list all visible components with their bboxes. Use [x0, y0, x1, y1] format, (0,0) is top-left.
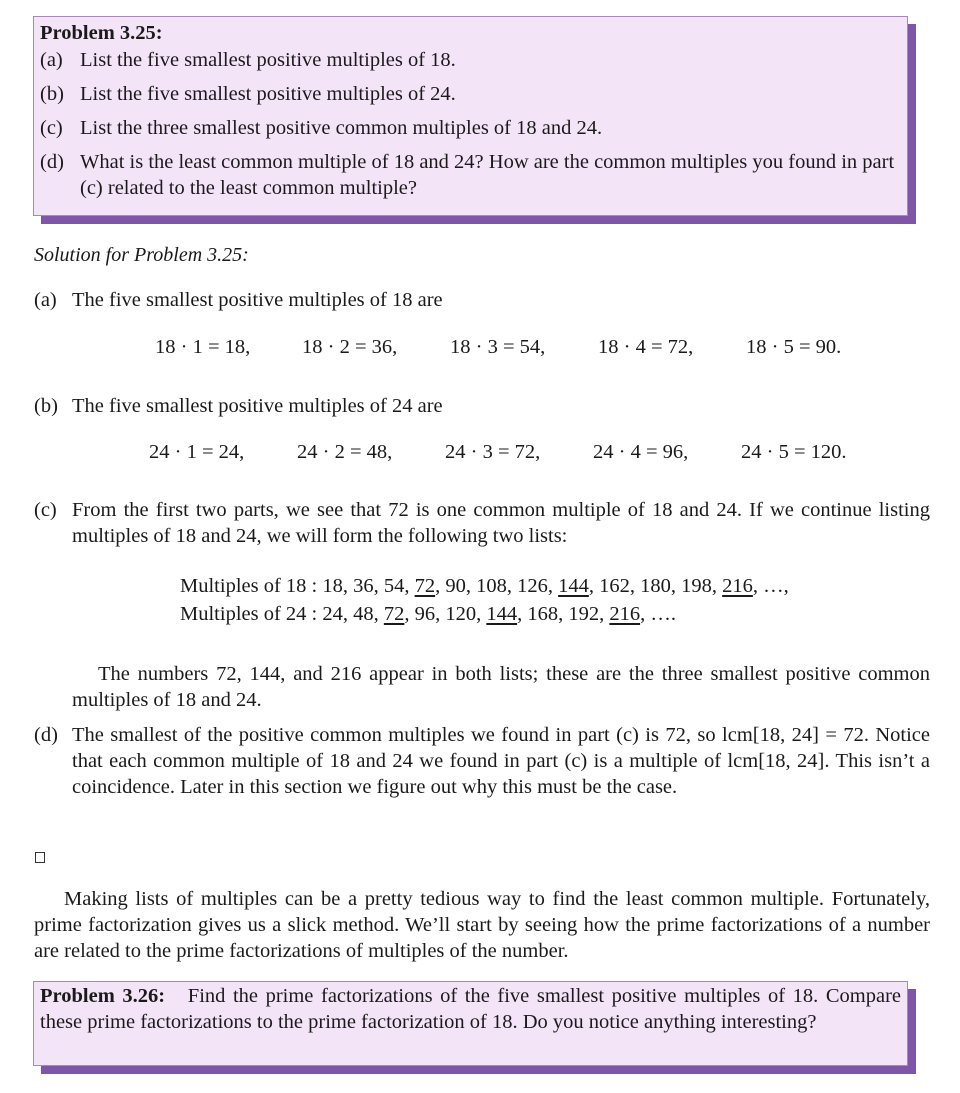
list-label: Multiples of 24 : — [180, 603, 318, 625]
problem-3-25-box — [33, 16, 908, 216]
part-text: List the five smallest positive multiples of 24. — [80, 83, 456, 105]
multiple-value: 216 — [722, 575, 753, 597]
part-text: From the first two parts, we see that 72 is one common multiple of 18 and 24. If we continue listing multiples of 18 and 24, we will form the following two lists: — [72, 499, 930, 547]
part-text: List the three smallest positive common multiples of 18 and 24. — [80, 117, 603, 139]
problem-title: Problem 3.26: — [40, 985, 166, 1007]
multiple-value: 24 — [322, 603, 343, 625]
equations-24 — [149, 441, 847, 464]
equation: 24 · 2 = 48, — [297, 441, 393, 463]
problem-part-a — [40, 47, 901, 73]
part-text: List the five smallest positive multiples of 18. — [80, 49, 456, 71]
problem-part-b — [40, 81, 901, 107]
part-label: (d) — [40, 151, 64, 173]
multiple-value: 168 — [527, 603, 559, 625]
multiples-of-18-row — [180, 572, 789, 600]
list-ellipsis: …. — [650, 603, 676, 625]
multiple-value: 120 — [445, 603, 477, 625]
equations-18 — [155, 336, 841, 359]
multiple-value: 36 — [353, 575, 374, 597]
problem-3-26-box — [33, 981, 908, 1066]
problem-part-d — [40, 149, 901, 201]
multiple-value: 192 — [568, 603, 600, 625]
multiple-value: 108 — [476, 575, 507, 597]
solution-part-b — [34, 393, 930, 419]
multiple-value: 48 — [353, 603, 374, 625]
list-values: 24, 48, 72, 96, 120, 144, 168, 192, 216, …. — [322, 603, 676, 625]
list-ellipsis: …, — [763, 575, 789, 597]
multiple-value: 180 — [640, 575, 671, 597]
equation: 18 · 1 = 18, — [155, 336, 251, 358]
equation: 18 · 3 = 54, — [450, 336, 546, 358]
part-text: The five smallest positive multiples of 24 are — [72, 395, 443, 417]
multiple-value: 72 — [383, 603, 405, 625]
solution-part-c — [34, 497, 930, 549]
equation: 18 · 2 = 36, — [302, 336, 398, 358]
multiple-value: 144 — [486, 603, 518, 625]
qed-square-icon — [35, 852, 45, 863]
solution-part-a — [34, 287, 930, 313]
part-label: (b) — [34, 395, 58, 417]
multiple-value: 72 — [414, 575, 436, 597]
part-label: (c) — [34, 499, 57, 521]
equation: 18 · 5 = 90. — [746, 336, 842, 358]
part-label: (d) — [34, 724, 58, 746]
conclusion-text: The numbers 72, 144, and 216 appear in both lists; these are the three smallest positive common multiples of 18 and 24. — [72, 663, 930, 711]
problem-text: Find the prime factorizations of the five smallest positive multiples of 18. Compare these prime factorizations to the prime factorization of 18. Do you notice anything interesting? — [40, 985, 901, 1033]
equation: 24 · 4 = 96, — [593, 441, 689, 463]
equation: 24 · 5 = 120. — [741, 441, 847, 463]
equation: 24 · 3 = 72, — [445, 441, 541, 463]
multiple-value: 126 — [517, 575, 548, 597]
part-label: (c) — [40, 117, 63, 139]
solution-title: Solution for Problem 3.25: — [34, 244, 249, 266]
paragraph-text: Making lists of multiples can be a pretty tedious way to find the least common multiple. Fortunately, prime factorization gives us a slick method. We’ll start by seeing how the prime factorizations of a number are related to the prime factorizations of multiples of the number. — [34, 888, 930, 962]
multiple-value: 90 — [445, 575, 466, 597]
multiple-value: 162 — [599, 575, 630, 597]
equation: 18 · 4 = 72, — [598, 336, 694, 358]
problem-text-block — [40, 983, 901, 1035]
part-text: The five smallest positive multiples of 18 are — [72, 289, 443, 311]
multiple-value: 96 — [414, 603, 436, 625]
solution-part-c-conclusion — [34, 661, 930, 713]
part-text: What is the least common multiple of 18 and 24? How are the common multiples you found in part (c) related to the least common multiple? — [80, 151, 895, 199]
multiple-value: 144 — [558, 575, 589, 597]
problem-title: Problem 3.25: — [40, 22, 163, 44]
part-label: (a) — [40, 49, 63, 71]
part-label: (b) — [40, 83, 64, 105]
multiple-value: 198 — [681, 575, 712, 597]
multiples-lists — [180, 572, 789, 628]
part-text: The smallest of the positive common multiples we found in part (c) is 72, so lcm[18, 24] = 72. Notice that each common multiple of 18 and 24 we found in part (c) is a multiple of lcm[18, 24]. This isn’t a coincidence. Later in this section we figure out why this must be the case. — [72, 724, 930, 798]
list-label: Multiples of 18 : — [180, 575, 318, 597]
multiple-value: 54 — [383, 575, 405, 597]
problem-part-c — [40, 115, 901, 141]
part-label: (a) — [34, 289, 57, 311]
multiple-value: 18 — [322, 575, 343, 597]
equation: 24 · 1 = 24, — [149, 441, 245, 463]
multiple-value: 216 — [609, 603, 641, 625]
list-values: 18, 36, 54, 72, 90, 108, 126, 144, 162, 180, 198, 216, …, — [322, 575, 789, 597]
multiples-of-24-row — [180, 600, 789, 628]
intro-paragraph — [34, 886, 930, 964]
solution-part-d — [34, 722, 930, 800]
